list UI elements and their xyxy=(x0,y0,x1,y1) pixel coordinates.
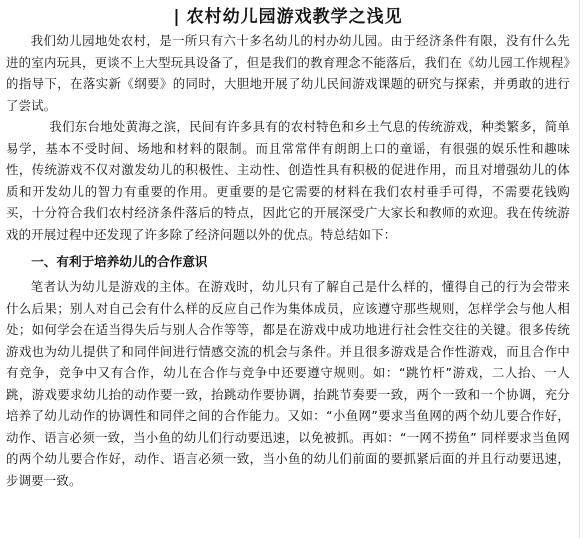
section-heading: 一、有利于培养幼儿的合作意识 xyxy=(31,254,208,269)
paragraph-intro: 我们幼儿园地处农村，是一所只有六十多名幼儿的村办幼儿园。由于经济条件有限，没有什么先进的室内玩具，更谈不上大型玩具设备了，但是我们的教育理念不能落后，我们在《幼儿园工作规程》的指导下，在落实新《纲要》的同时，大胆地开展了幼儿民间游戏课题的研究与探索，并勇敢的进行了尝试。 xyxy=(6,33,570,113)
page-right-border xyxy=(579,0,580,538)
paragraph-traditional-games: 我们东台地处黄海之滨，民间有许多具有的农村特色和乡土气息的传统游戏，种类繁多，简单易学，基本不受时间、场地和材料的限制。而且常常伴有朗朗上口的童谣，有很强的娱乐性和趣味性，传统游戏不仅对激发幼儿的积极性、主动性、创造性具有积极的促进作用，而且对增强幼儿的体质和开发幼儿的智力有重要的作用。更重要的是它需要的材料在我们农村垂手可得，不需要花钱购买，十分符合我们农村经济条件落后的特点，因此它的开展深受广大家长和教师的欢迎。我在传统游戏的开展过程中还发现了许多除了经济问题以外的优点。特总结如下： xyxy=(6,119,570,242)
title-marker: | xyxy=(173,7,181,27)
document-title: 农村幼儿园游戏教学之浅见 xyxy=(186,7,403,27)
document-title-row xyxy=(6,4,570,30)
paragraph-cooperation: 笔者认为幼儿是游戏的主体。在游戏时，幼儿只有了解自己是什么样的，懂得自己的行为会带来什么后果；别人对自己会有什么样的反应自己作为集体成员，应该遵守那些规则，怎样学会与他人相处；如何学会在适当得失后与别人合作等等，都是在游戏中成功地进行社会性交往的关键。很多传统游戏也为幼儿提供了和同伴间进行情感交流的机会与条件。并且很多游戏是合作性游戏，而且合作中有竞争，竞争中又有合作，幼儿在合作与竞争中还要遵守规则。如：“跳竹杆”游戏，二人抬、一人跳，游戏要求幼儿抬的动作要一致，抬跳动作要协调，抬跳节奏要一致，两个一致和一个协调，充分培养了幼儿动作的协调性和同伴之间的合作能力。又如：“小鱼网”要求当鱼网的两个幼儿要合作好，动作、语言必须一致，当小鱼的幼儿们行动要迅速，以免被抓。再如：“一网不捞鱼” 同样要求当鱼网的两个幼儿要合作好，动作、语言必须一致，当小鱼的幼儿们前面的要抓紧后面的并且行动要迅速，步调要一致。 xyxy=(6,279,570,488)
